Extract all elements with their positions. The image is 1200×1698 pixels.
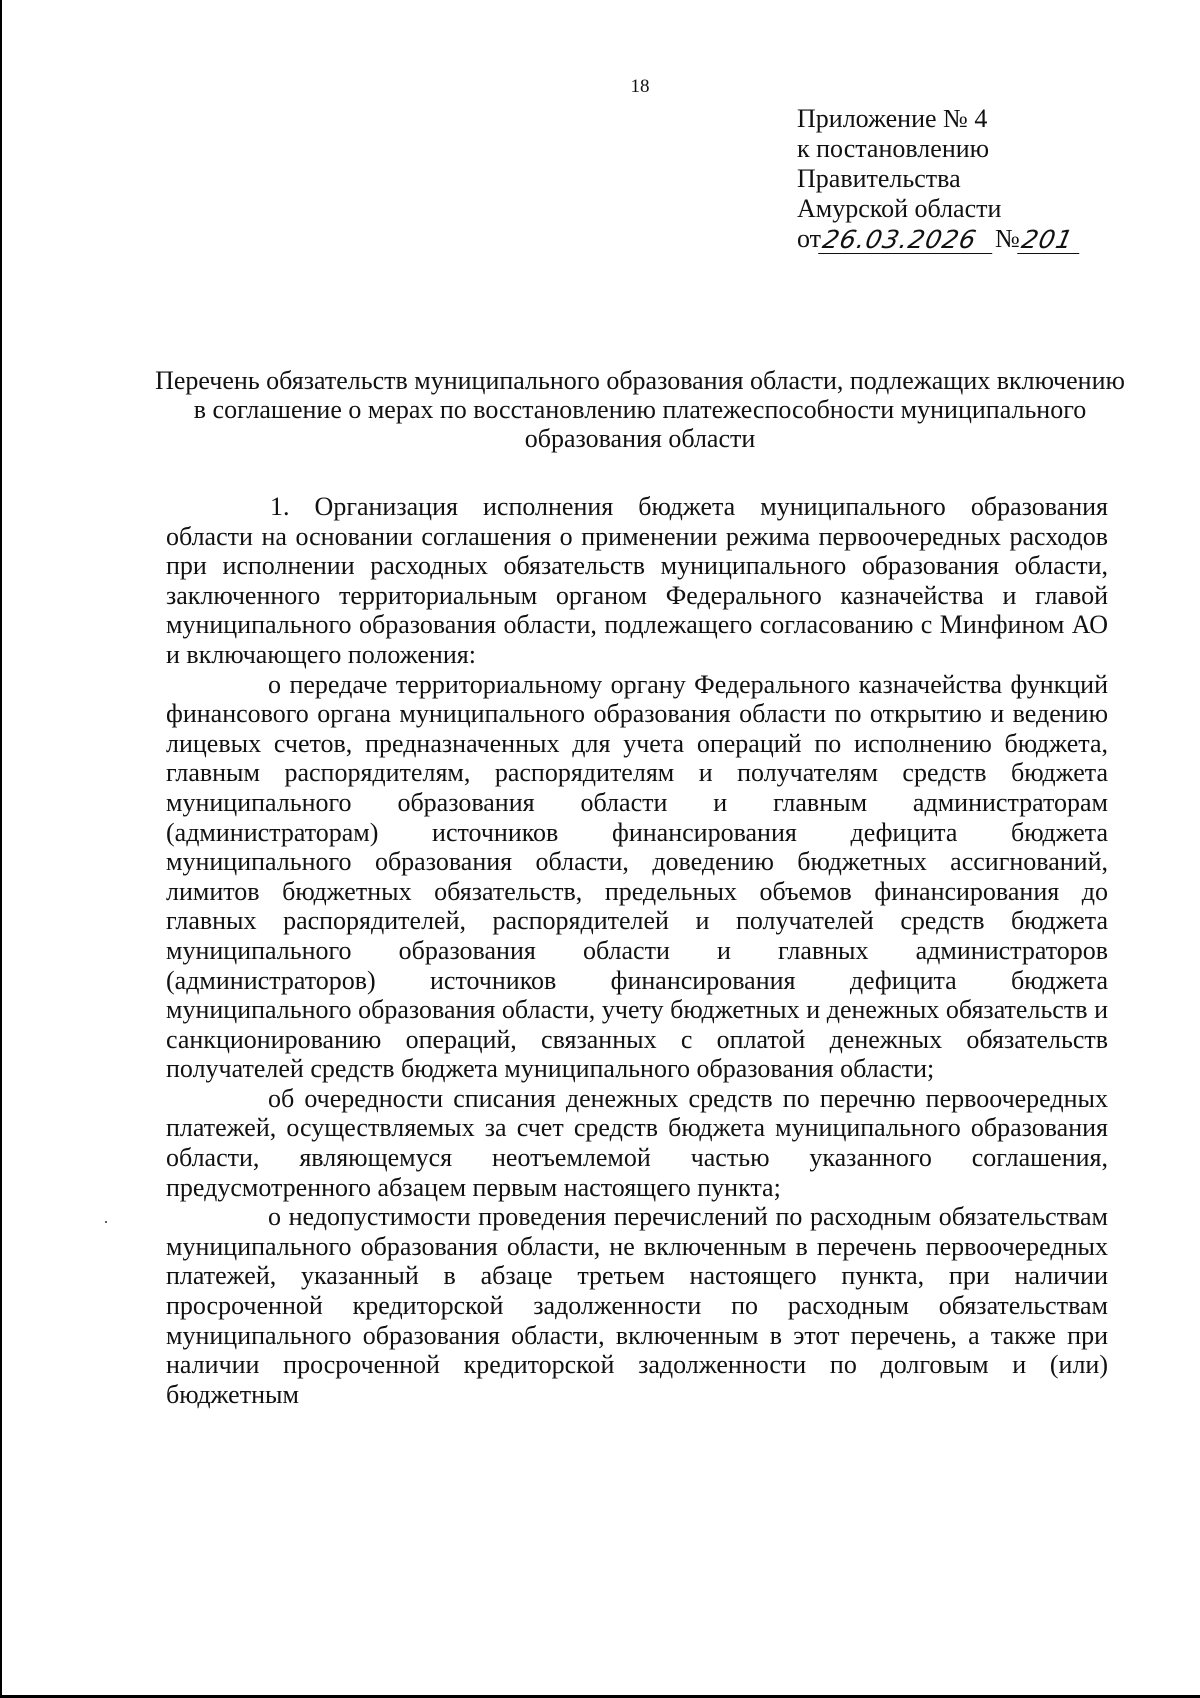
appendix-resolution: к постановлению <box>797 134 990 163</box>
document-title: Перечень обязательств муниципального образования области, подлежащих включению в соглашение о мерах по восстановлению платежеспособности муниципального образования области <box>155 366 1125 453</box>
paragraph-2: о передаче территориальному органу Федерального казначейства функций финансового органа муниципального образования области по открытию и ведению лицевых счетов, предназначенных для учета операций по исполнению бюджета, главным распорядителям, распорядителям и получателям средств бюджета муниципального образования области и главным администраторам (администраторам) источников финансирования дефицита бюджета муниципального образования области, доведению бюджетных ассигнований, лимитов бюджетных обязательств, предельных объемов финансирования до главных распорядителей, распорядителей и получателей средств бюджета муниципального образования области и главных администраторов (администраторов) источников финансирования дефицита бюджета муниципального образования области, учету бюджетных и денежных обязательств и санкционированию операций, связанных с оплатой денежных обязательств получателей средств бюджета муниципального образования области; <box>166 669 1108 1084</box>
page-number: 18 <box>630 76 650 97</box>
handwritten-date: 26.03.2026 <box>818 227 998 254</box>
scan-left-edge <box>0 0 2 1698</box>
scan-speck <box>105 1221 107 1223</box>
document-body <box>166 492 1108 1409</box>
appendix-region: Амурской области <box>797 194 1002 223</box>
appendix-title: Приложение № 4 <box>797 104 988 133</box>
from-label: от <box>797 224 822 253</box>
paragraph-3: об очередности списания денежных средств по перечню первоочередных платежей, осуществляемых за счет средств бюджета муниципального образования области, являющемуся неотъемлемой частью указанного соглашения, предусмотренного абзацем первым настоящего пункта; <box>166 1083 1108 1202</box>
number-label: № <box>995 224 1020 253</box>
paragraph-4: о недопустимости проведения перечислений по расходным обязательствам муниципального образования области, не включенным в перечень первоочередных платежей, указанный в абзаце третьем настоящего пункта, при наличии просроченной кредиторской задолженности по расходным обязательствам муниципального образования области, включенным в этот перечень, а также при наличии просроченной кредиторской задолженности по долговым и (или) бюджетным <box>166 1202 1108 1409</box>
appendix-government: Правительства <box>797 164 961 193</box>
appendix-block <box>797 104 1082 254</box>
appendix-date-number-line <box>797 224 1082 254</box>
paragraph-1: 1. Организация исполнения бюджета муниципального образования области на основании соглашения о применении режима первоочередных расходов при исполнении расходных обязательств муниципального образования области, заключенного территориальным органом Федерального казначейства и главой муниципального образования области, подлежащего согласованию с Минфином АО и включающего положения: <box>166 492 1108 669</box>
handwritten-number: 201 <box>1017 227 1085 254</box>
